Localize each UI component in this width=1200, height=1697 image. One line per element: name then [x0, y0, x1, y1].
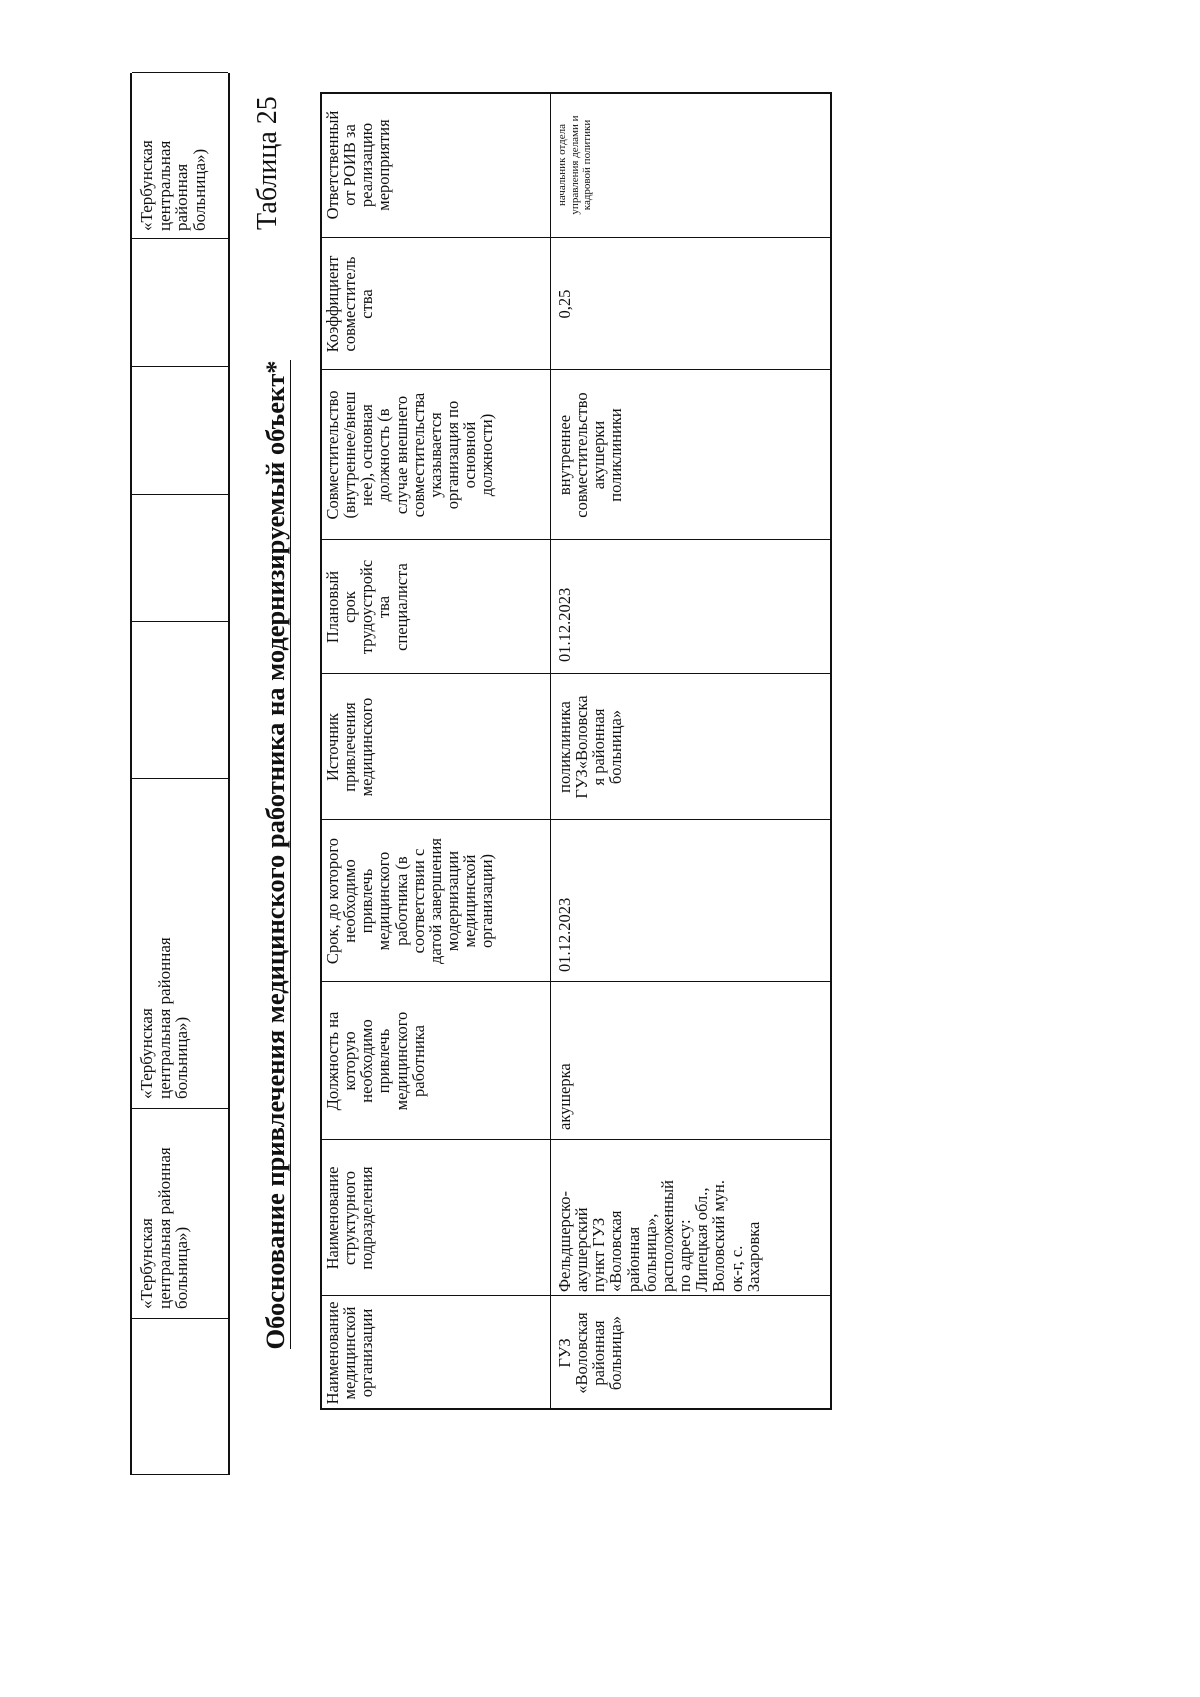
prev-cell-3: «Тербунская центральная районная больница») [137, 140, 210, 231]
cell-source: поликлиника ГУЗ«Воловска я районная больница» [555, 695, 626, 799]
header-subdivision: Наименование структурного подразделения [323, 1166, 377, 1270]
cell-planned-date: 01.12.2023 [555, 587, 574, 662]
header-combination: Совместительство (внутреннее/внеш нее), основная должность (в случае внешнего совместительства указывается организация по основной должности) [323, 390, 497, 520]
main-table [320, 92, 832, 1410]
cell-organization: ГУЗ «Воловская районная больница» [555, 1312, 626, 1394]
header-deadline: Срок, до которого необходимо привлечь медицинского работника (в соответствии с датой завершения модернизации медицинской организации) [323, 837, 497, 965]
header-position: Должность на которую необходимо привлечь медицинского работника [323, 1011, 428, 1111]
cell-combination: внутреннее совместительство акушерки поликлиники [555, 392, 626, 518]
document-title [262, 135, 289, 1575]
cell-subdivision: Фельдшерско- акушерский пункт ГУЗ «Воловская районная больница», расположенный по адресу: Липецкая обл., Воловский мун. ок-г, с. Захаровка [555, 1180, 763, 1292]
title-text: Обоснование привлечения медицинского работника на модернизируемый объект* [260, 360, 290, 1350]
cell-coefficient: 0,25 [555, 289, 574, 319]
header-coefficient: Коэффициент совместитель ства [323, 255, 377, 353]
table-number: Таблица 25 [252, 96, 283, 230]
cell-responsible: начальник отдела управления делами и кадровой политики [556, 115, 594, 215]
header-responsible: Ответственный от РОИВ за реализацию мероприятия [323, 110, 394, 220]
prev-cell-1: «Тербунская центральная районная больница») [137, 1147, 192, 1309]
cell-position: акушерка [555, 1063, 574, 1130]
header-source: Источник привлечения медицинского [323, 697, 377, 797]
prev-cell-2: «Тербунская центральная районная больница») [137, 937, 192, 1099]
cell-deadline: 01.12.2023 [555, 897, 574, 972]
header-planned-date: Плановый срок трудоустройс тва специалиста [323, 559, 411, 655]
header-organization: Наименование медицинской организации [323, 1301, 377, 1405]
previous-table-fragment [130, 73, 230, 1475]
